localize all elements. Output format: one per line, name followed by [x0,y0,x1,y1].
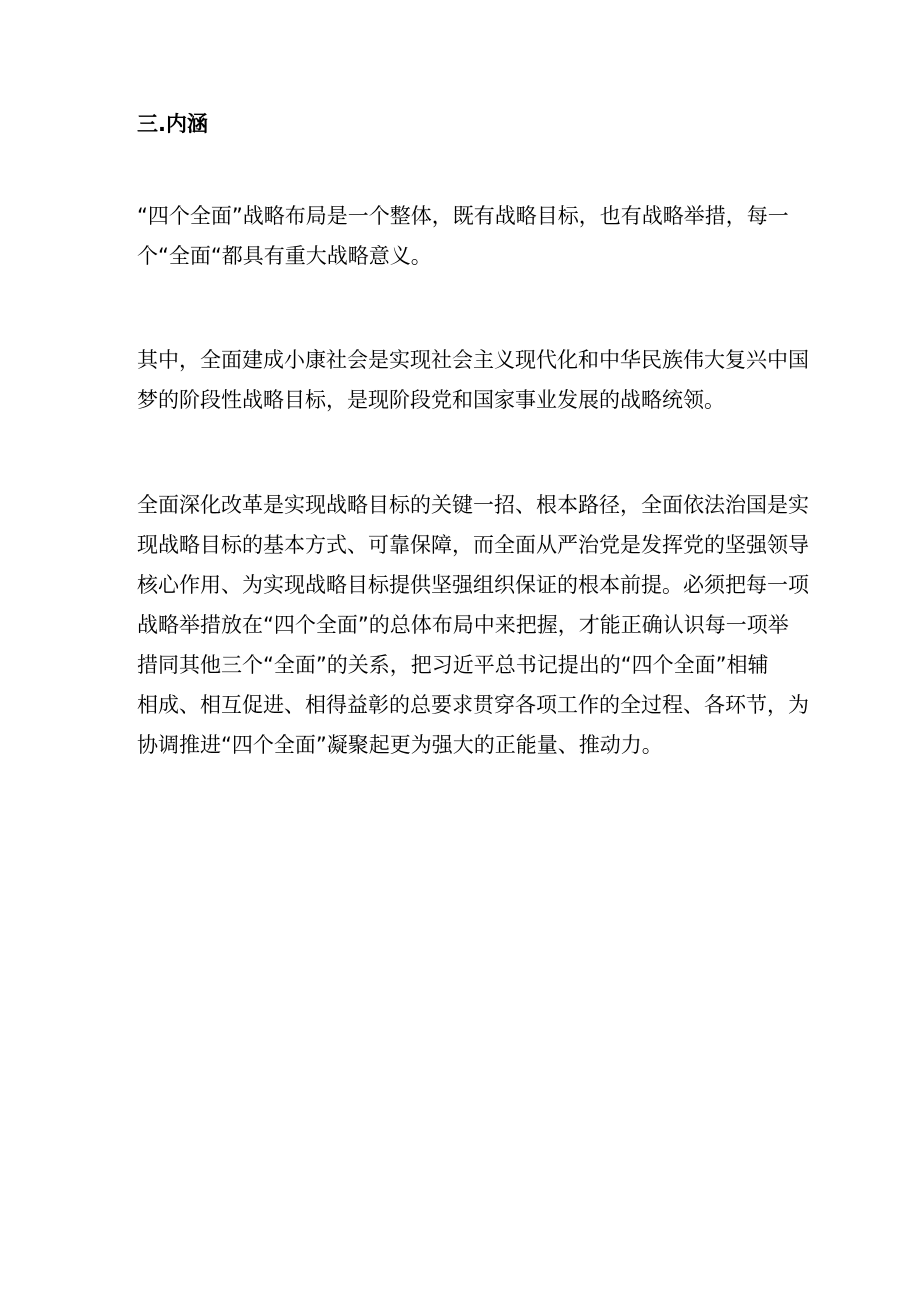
paragraph-line: 现战略目标的基本方式、可靠保障，而全面从严治党是发挥党的坚强领导 [137,533,809,557]
section-heading: 三.内涵 [137,112,208,136]
paragraph-line: 全面深化改革是实现战略目标的关键一招、根本路径，全面依法治国是实 [137,493,809,517]
paragraph-2 [137,340,809,420]
paragraph-line: 核心作用、为实现战略目标提供坚强组织保证的根本前提。必须把每一项 [137,573,809,597]
paragraph-line: 协调推进“四个全面”凝聚起更为强大的正能量、推动力。 [137,733,663,757]
paragraph-line: 梦的阶段性战略目标，是现阶段党和国家事业发展的战略统领。 [137,388,725,412]
paragraph-line: 措同其他三个“全面”的关系，把习近平总书记提出的“四个全面”相辅 [137,653,769,677]
paragraph-line: 战略举措放在“四个全面”的总体布局中来把握，才能正确认识每一项举 [137,613,789,637]
paragraph-3 [137,485,809,765]
paragraph-line: “四个全面”战略布局是一个整体，既有战略目标，也有战略举措，每一 [137,204,789,228]
paragraph-line: 其中，全面建成小康社会是实现社会主义现代化和中华民族伟大复兴中国 [137,348,809,372]
paragraph-1 [137,196,797,276]
paragraph-line: 相成、相互促进、相得益彰的总要求贯穿各项工作的全过程、各环节，为 [137,693,809,717]
paragraph-line: 个“全面“都具有重大战略意义。 [137,244,432,268]
